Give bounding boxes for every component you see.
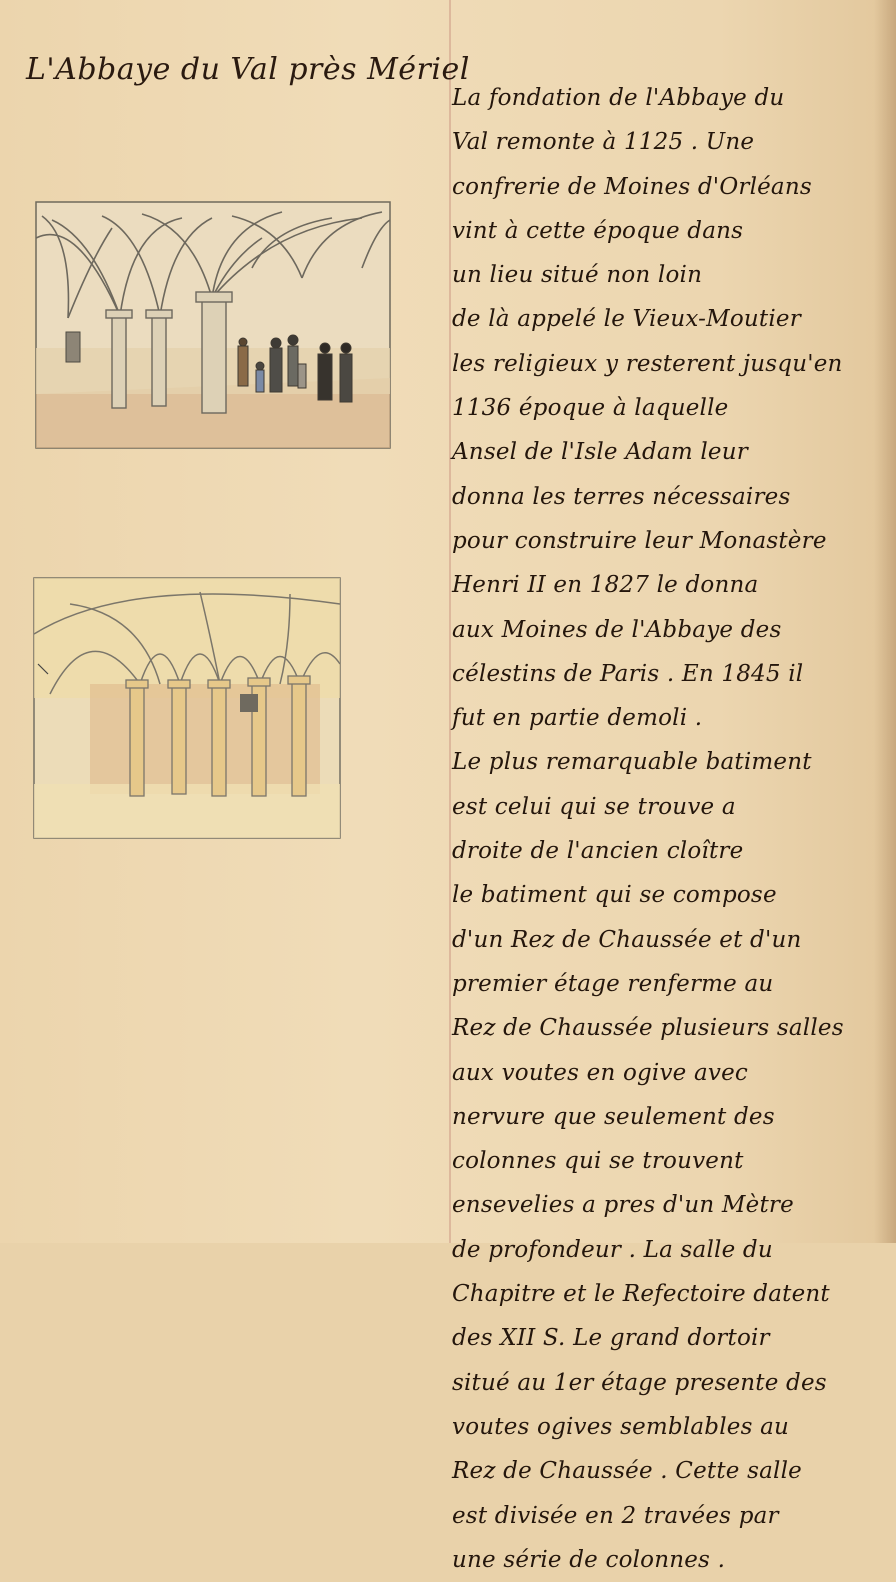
- text-line: une série de colonnes .: [452, 1546, 726, 1573]
- text-line: pour construire leur Monastère: [452, 527, 827, 554]
- handwritten-text: [452, 76, 884, 1582]
- text-line: ensevelies a pres d'un Mètre: [452, 1192, 794, 1219]
- text-line: de là appelé le Vieux-Moutier: [452, 306, 801, 333]
- text-line: colonnes qui se trouvent: [452, 1148, 744, 1175]
- text-line: nervure que seulement des: [452, 1103, 775, 1130]
- text-line: est celui qui se trouve a: [452, 793, 736, 820]
- text-line: est divisée en 2 travées par: [452, 1502, 779, 1529]
- text-line: 1136 époque à laquelle: [452, 395, 729, 422]
- text-line: donna les terres nécessaires: [452, 483, 791, 510]
- text-line: premier étage renferme au: [452, 970, 774, 997]
- text-line: vint à cette époque dans: [452, 217, 744, 244]
- text-line: le batiment qui se compose: [452, 882, 777, 909]
- text-line: fut en partie demoli .: [452, 705, 703, 732]
- text-line: confrerie de Moines d'Orléans: [452, 173, 812, 200]
- text-line: les religieux y resterent jusqu'en: [452, 350, 843, 377]
- text-line: La fondation de l'Abbaye du: [452, 85, 785, 111]
- margin-line: [449, 0, 451, 1243]
- text-line: de profondeur . La salle du: [452, 1236, 773, 1263]
- page-title: L'Abbaye du Val près Mériel: [26, 52, 470, 87]
- sketch-vaulted-hall-figures: [32, 198, 394, 452]
- text-line: aux Moines de l'Abbaye des: [452, 616, 782, 643]
- text-line: un lieu situé non loin: [452, 262, 703, 289]
- text-line: Ansel de l'Isle Adam leur: [452, 439, 748, 466]
- text-line: Le plus remarquable batiment: [452, 749, 812, 776]
- text-line: Rez de Chaussée . Cette salle: [452, 1458, 802, 1485]
- text-line: voutes ogives semblables au: [452, 1413, 790, 1440]
- text-line: Henri II en 1827 le donna: [452, 572, 759, 599]
- text-line: d'un Rez de Chaussée et d'un: [452, 926, 802, 953]
- text-line: Val remonte à 1125 . Une: [452, 129, 755, 156]
- text-line: des XII S. Le grand dortoir: [452, 1325, 770, 1352]
- sketch-cloister-arcade: [30, 574, 344, 842]
- text-line: droite de l'ancien cloître: [452, 838, 744, 865]
- text-line: situé au 1er étage presente des: [452, 1369, 827, 1396]
- text-line: célestins de Paris . En 1845 il: [452, 660, 804, 687]
- text-line: Rez de Chaussée plusieurs salles: [452, 1015, 844, 1042]
- text-line: Chapitre et le Refectoire datent: [452, 1281, 830, 1308]
- text-line: aux voutes en ogive avec: [452, 1059, 749, 1086]
